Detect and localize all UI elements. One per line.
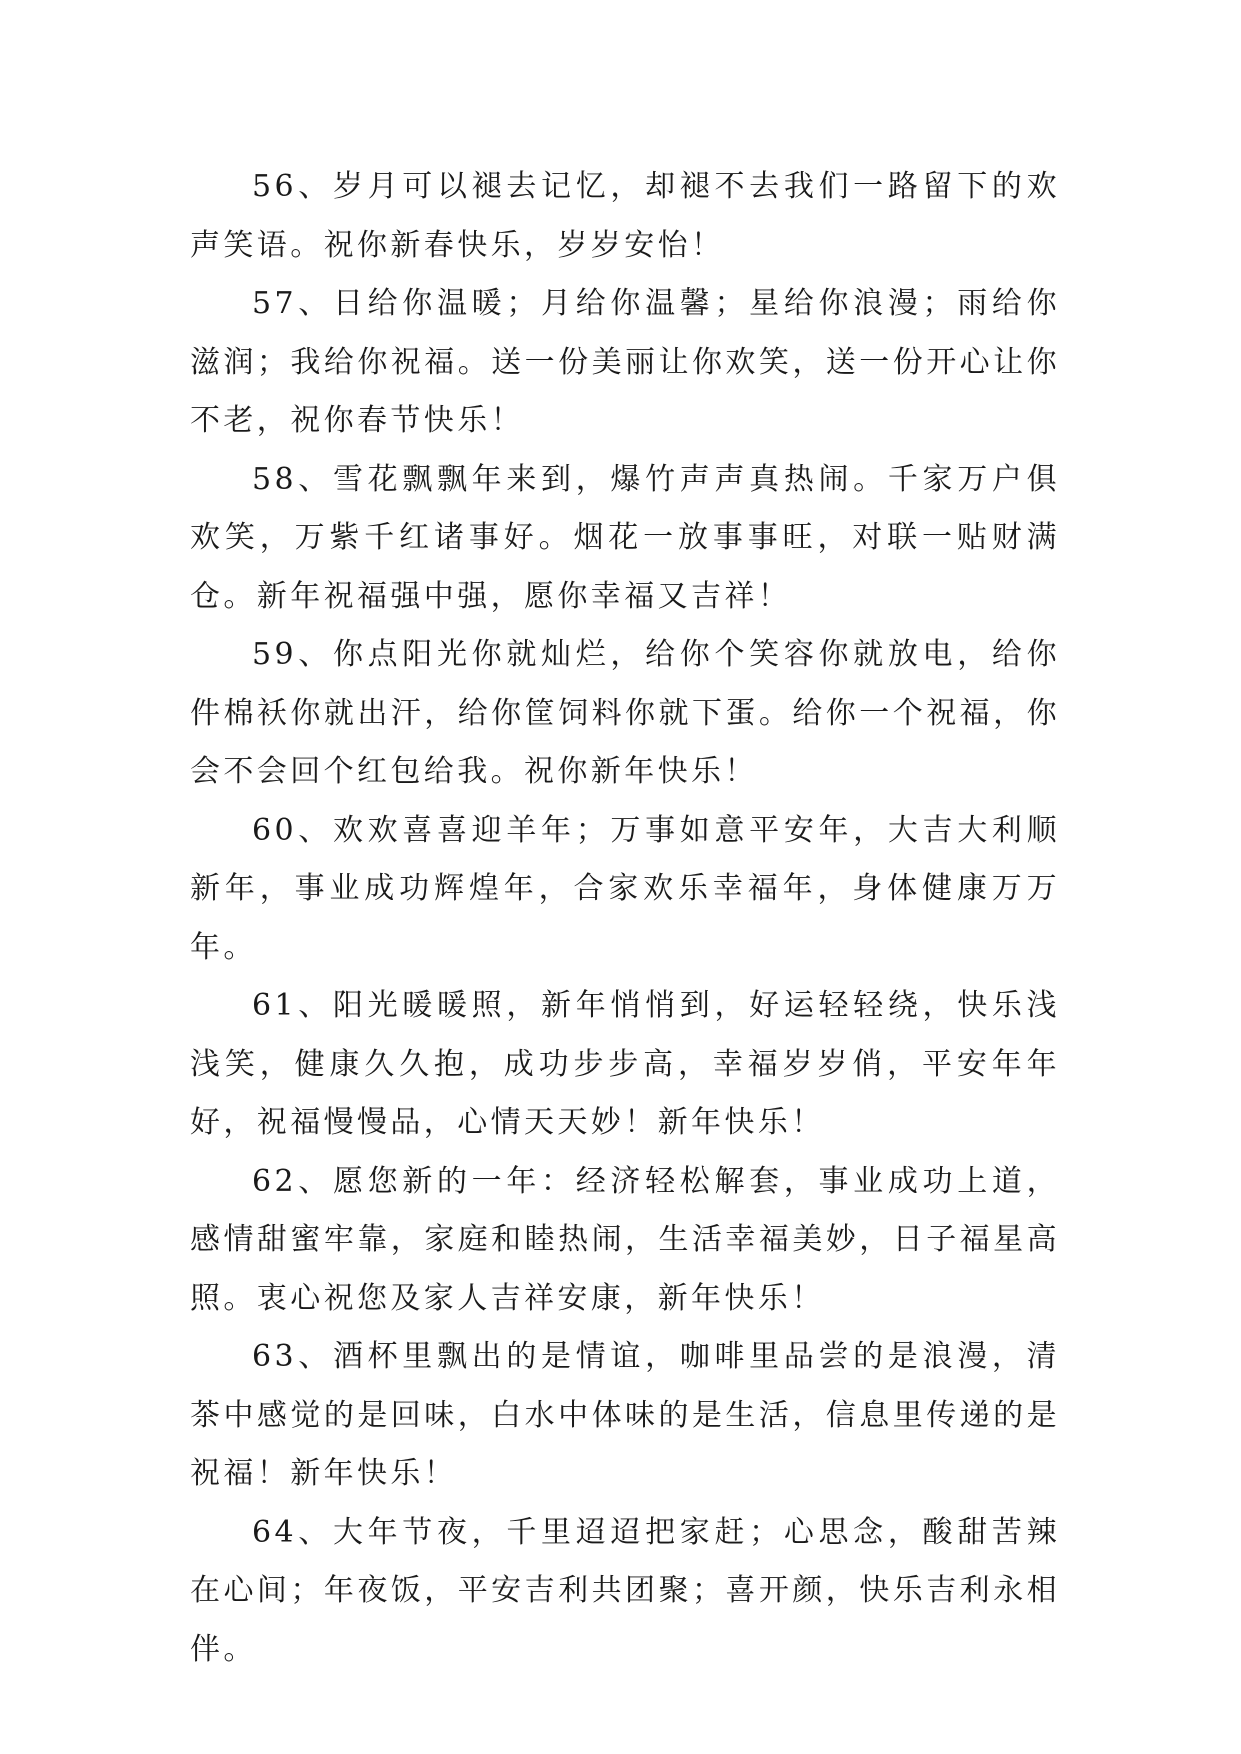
- paragraph-61: 61、阳光暖暖照，新年悄悄到，好运轻轻绕，快乐浅浅笑，健康久久抱，成功步步高，幸福岁岁俏，平安年年好，祝福慢慢品，心情天天妙！新年快乐！: [190, 988, 1060, 1140]
- paragraph-57: 57、日给你温暖；月给你温馨；星给你浪漫；雨给你滋润；我给你祝福。送一份美丽让你欢笑，送一份开心让你不老，祝你春节快乐！: [190, 286, 1060, 438]
- paragraph-63: 63、酒杯里飘出的是情谊，咖啡里品尝的是浪漫，清茶中感觉的是回味，白水中体味的是生活，信息里传递的是祝福！新年快乐！: [190, 1339, 1060, 1491]
- document-page: [190, 158, 1060, 1679]
- paragraph-64: 64、大年节夜，千里迢迢把家赶；心思念，酸甜苦辣在心间；年夜饭，平安吉利共团聚；喜开颜，快乐吉利永相伴。: [190, 1514, 1060, 1667]
- paragraph-56: 56、岁月可以褪去记忆，却褪不去我们一路留下的欢声笑语。祝你新春快乐，岁岁安怡！: [190, 169, 1060, 263]
- paragraph-60: 60、欢欢喜喜迎羊年；万事如意平安年，大吉大利顺新年，事业成功辉煌年，合家欢乐幸福年，身体健康万万年。: [190, 812, 1060, 965]
- paragraph-59: 59、你点阳光你就灿烂，给你个笑容你就放电，给你件棉袄你就出汗，给你筐饲料你就下蛋。给你一个祝福，你会不会回个红包给我。祝你新年快乐！: [190, 637, 1060, 789]
- paragraph-62: 62、愿您新的一年：经济轻松解套，事业成功上道，感情甜蜜牢靠，家庭和睦热闹，生活幸福美妙，日子福星高照。衷心祝您及家人吉祥安康，新年快乐！: [190, 1163, 1060, 1316]
- paragraph-58: 58、雪花飘飘年来到，爆竹声声真热闹。千家万户俱欢笑，万紫千红诸事好。烟花一放事事旺，对联一贴财满仓。新年祝福强中强，愿你幸福又吉祥！: [190, 461, 1060, 614]
